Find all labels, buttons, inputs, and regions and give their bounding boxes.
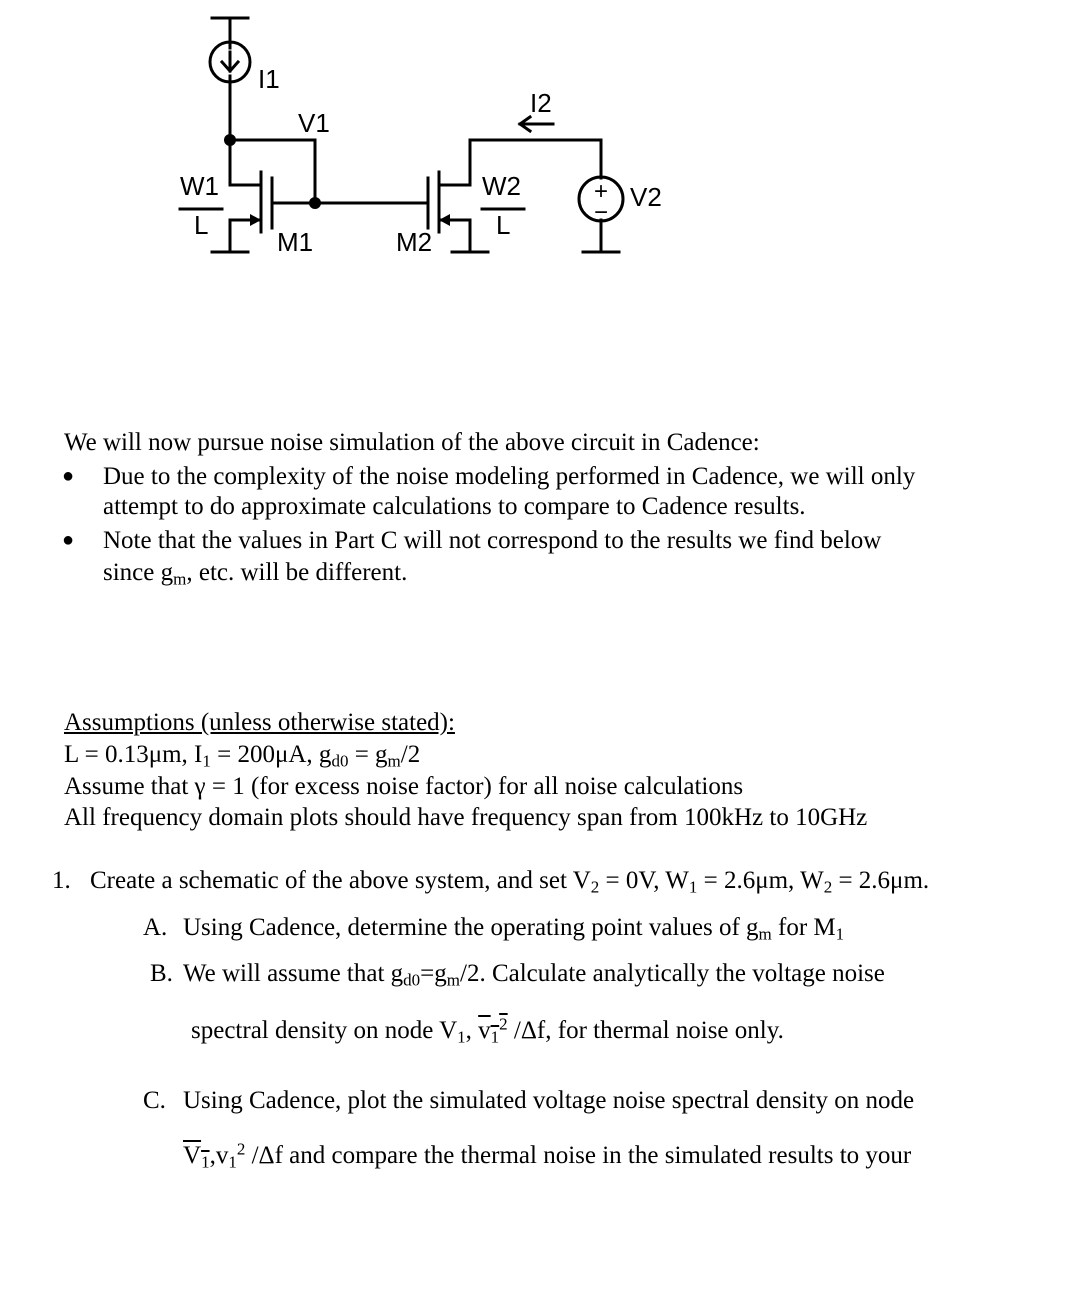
label-l2: L bbox=[496, 210, 511, 240]
assumptions-title: Assumptions (unless otherwise stated): bbox=[64, 709, 455, 736]
assumptions-line-3: All frequency domain plots should have frequency span from 100kHz to 10GHz bbox=[64, 804, 868, 831]
bullet-1-line-1: Due to the complexity of the noise modeling performed in Cadence, we will only bbox=[103, 463, 916, 490]
bullet-2-line-2: since $g_m$, etc. will be different. bbox=[103, 559, 408, 589]
v1-squared-overline: $v_1^2$ bbox=[478, 1014, 508, 1047]
assumptions-line-1: L = 0.13μm, $I_1 = 200\mu A$, $g_{d0} = g_m/2$ bbox=[64, 741, 421, 771]
v2-plus-sign: + bbox=[593, 178, 609, 205]
part-c-line-2: $V_1,v_1^2$ /Δf and compare the thermal noise in the simulated results to your bbox=[183, 1139, 912, 1172]
circuit-schematic bbox=[0, 0, 1080, 300]
bullet-2-line-1: Note that the values in Part C will not correspond to the results we find below bbox=[103, 527, 882, 554]
assumptions-line-2: Assume that γ = 1 (for excess noise factor) for all noise calculations bbox=[64, 773, 744, 800]
intro-heading: We will now pursue noise simulation of the above circuit in Cadence: bbox=[64, 429, 760, 456]
part-b-letter: B. bbox=[150, 960, 173, 987]
question-number: 1. bbox=[52, 867, 71, 894]
question-main-text: Create a schematic of the above system, and set $V_2 = 0V$, $W_1 = 2.6\mu m$, $W_2 = 2.6\mu m$. bbox=[90, 867, 930, 897]
label-w1: W1 bbox=[180, 171, 219, 201]
node-gate-dot bbox=[309, 197, 321, 209]
label-v1: V1 bbox=[298, 108, 330, 138]
node-v1-dot bbox=[224, 134, 236, 146]
label-i1: I1 bbox=[258, 64, 280, 94]
part-a-text: Using Cadence, determine the operating point values of $g_m$ for $M_1$ bbox=[183, 914, 845, 944]
label-m1: M1 bbox=[277, 227, 314, 257]
label-l1: L bbox=[194, 210, 209, 240]
part-a-letter: A. bbox=[143, 914, 168, 941]
part-b-line-1: We will assume that $g_{d0}=g_m/2$. Calculate analytically the voltage noise bbox=[183, 960, 885, 990]
label-i2: I2 bbox=[530, 88, 552, 118]
part-b-line-2: spectral density on node $V_1$, $v_1^2$ /Δf, for thermal noise only. bbox=[191, 1014, 784, 1047]
m1-source-arrow-icon bbox=[250, 214, 261, 226]
v2-minus-sign: − bbox=[593, 199, 609, 226]
bullet-1-line-2: attempt to do approximate calculations to compare to Cadence results. bbox=[103, 493, 806, 520]
label-w2: W2 bbox=[482, 171, 521, 201]
label-v2: V2 bbox=[630, 182, 662, 212]
v1-overline: $V_1$ bbox=[183, 1142, 210, 1172]
part-c-line-1: Using Cadence, plot the simulated voltage noise spectral density on node bbox=[183, 1087, 915, 1114]
part-c-letter: C. bbox=[143, 1087, 166, 1114]
bullet-dot: ● bbox=[62, 529, 75, 551]
schematic-wires bbox=[180, 18, 619, 252]
bullet-dot: ● bbox=[62, 465, 75, 487]
m2-source-arrow-icon bbox=[439, 214, 450, 226]
label-m2: M2 bbox=[396, 227, 433, 257]
